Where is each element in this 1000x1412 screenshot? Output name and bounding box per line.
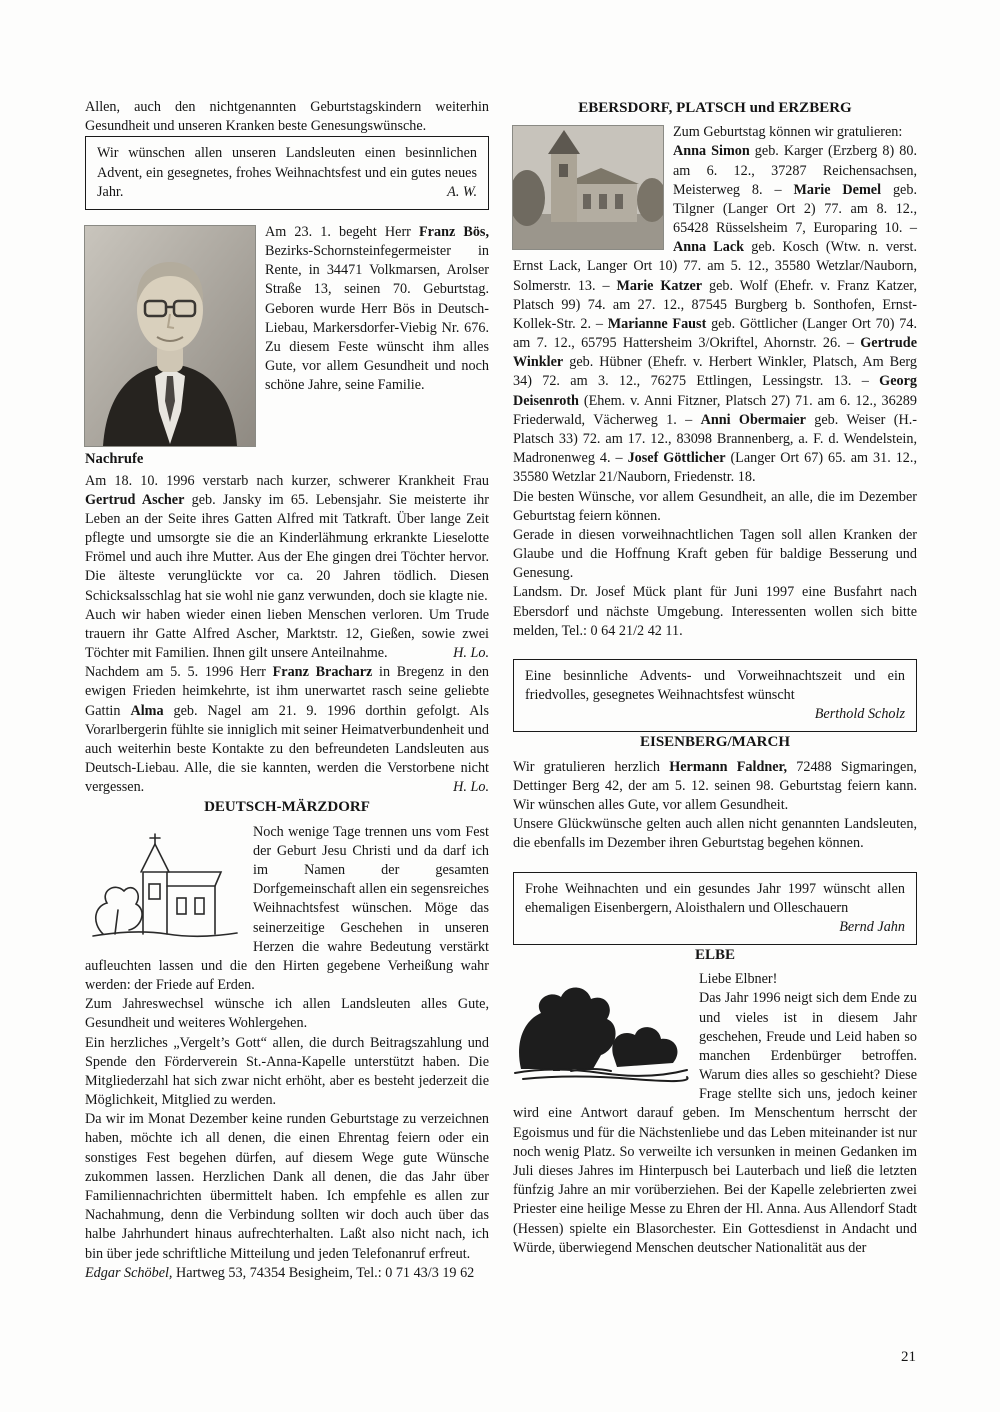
maerzdorf-heading: DEUTSCH-MÄRZDORF <box>204 799 370 816</box>
nachrufe-heading: Nachrufe <box>85 450 144 467</box>
scholz-greeting-signature: Berthold Scholz <box>814 706 905 723</box>
maerzdorf-contact-line: Edgar Schöbel, Hartweg 53, 74354 Besigheim, Tel.: 0 71 43/3 19 62 <box>85 1264 475 1281</box>
eisenberg-heading: EISENBERG/MARCH <box>639 734 791 751</box>
maerzdorf-paragraph-3: Ein herzliches „Vergelt’s Gott“ allen, die durch Beitragszahlung und Spende den Förderverein St.-Anna-Kapelle unterstützt haben. Die Mitgliederzahl hat sich zwar nicht erhöht, aber es besteht jederzeit die Möglichkeit, Mitglied zu werden. <box>85 1034 489 1109</box>
scholz-greeting-box <box>513 659 917 733</box>
elbe-heading: ELBE <box>694 947 736 964</box>
birthday-boes-text: Am 23. 1. begeht Herr Franz Bös, Bezirks-Schornsteinfegermeister in Rente, in 34471 Volkmarsen, Arolser Straße 13, seinen 70. Geburtstag. Geboren wurde Herr Bös in Deutsch-Liebau, Markersdorfer-Viebig Nr. 676. Zu diesem Feste wünscht ihm alles Gute, vor allem Gesundheit und noch schöne Jahre, seine Familie. <box>265 223 489 394</box>
maerzdorf-paragraph-2: Zum Jahreswechsel wünsche ich allen Landsleuten alles Gute, Gesundheit und weiteres Wohlergehen. <box>85 996 489 1032</box>
landscape-sketch-graphic <box>513 973 689 1085</box>
ebersdorf-heading: EBERSDORF, PLATSCH und ERZBERG <box>578 100 852 116</box>
franz-boes-portrait-photo <box>85 226 255 446</box>
two-column-layout <box>85 98 917 1283</box>
obituary-bracharz-paragraph <box>85 663 489 797</box>
obituary-ascher-paragraph-2 <box>85 606 489 664</box>
ebersdorf-section <box>513 123 917 487</box>
church-photo-graphic <box>513 126 663 249</box>
birthday-boes-section <box>85 223 489 396</box>
obituary-bracharz-text: Nachdem am 5. 5. 1996 Herr Franz Bracharz in Bregenz in den ewigen Frieden heimkehrte, ist ihm unerwartet rasch seine geliebte Gattin Alma geb. Nagel am 21. 9. 1996 dorthin gefolgt. Als Vorarlbergerin fühlte sie inniglich mit seiner Heimatverbundenheit und auch weiterhin beste Kontakte zu den befreundeten Landsleuten aus Deutsch-Liebau. Alle, die sie kannten, werden die Verstorbene nicht vergessen. <box>85 664 489 796</box>
elbe-text: Das Jahr 1996 neigt sich dem Ende zu und vieles ist in diesem Jahr geschehen, Freude und Leid haben so manchen Erdenbürger betroffen. Warum dies alles so geschieht? Diese Frage stellte sich uns, jedoch keiner wird eine Antwort darauf geben. Im Menschentum herrscht der Egoismus und für die Nächstenliebe und das Leben miteinander ist nur noch wenig Platz. So verweilte ich versunken in meinen Gedanken im Juli dieses Jahres im Hinterpusch bei Lauterbach und ließ die letzten fünfzig Jahre an mir vorüberziehen. Bei der Kapelle zelebrierten zwei Priester eine heilige Messe zu Ehren der Hl. Anna. Aus Allendorf Stadt (Hessen) spielte ein Blasorchester. Ein Gottesdienst in Andacht und Würde, überwiegend Menschen deutscher Nationalität aus der <box>513 990 917 1256</box>
obituary-ascher-paragraph-1: Am 18. 10. 1996 verstarb nach kurzer, schwerer Krankheit Frau Gertrud Ascher geb. Jansky im 65. Lebensjahr. Sie meisterte ihr Leben an der Seite ihres Gatten Alfred mit Tatkraft. Über lange Zeit pflegte und umsorgte sie die an Kinderlähmung erkrankte Lieselotte Frömel und auch ihre Mutter. Aus der Ehe gingen drei Töchter hervor. Die älteste verunglückte vor ca. 20 Jahren tödlich. Diesen Schicksalsschlag hat sie wohl nie ganz verwunden, doch sie klagte nie. <box>85 472 490 604</box>
obituary-bracharz-signature: H. Lo. <box>453 779 489 796</box>
left-column <box>85 98 489 1283</box>
elbe-section <box>513 970 917 1258</box>
elbe-landscape-sketch <box>513 973 689 1085</box>
obituary-ascher-signature: H. Lo. <box>453 645 489 662</box>
maerzdorf-paragraph-4: Da wir im Monat Dezember keine runden Geburtstage zu verzeichnen haben, möchte ich all denen, die einen Ehrentag feiern oder ein sonstiges Fest begehen dürfen, auf diesem Wege gute Wünsche zukommen lassen. Herzlichen Dank all denen, die das Jahr über Familiennachrichten übermittelt haben. Ich empfehle es allen zur Nachahmung, denn die Verbindung sollten wir doch auch über das halbe Jahrhundert hinaus aufrechterhalten. Laßt also nicht nach, ich bin über jede schriftliche Mitteilung und jeden Telefonanruf erfreut. <box>85 1111 489 1262</box>
ebersdorf-bus-trip: Landsm. Dr. Josef Mück plant für Juni 1997 eine Busfahrt nach Ebersdorf und nächste Umgebung. Interessenten wollen sich bitte melden, Tel.: 0 64 21/2 42 11. <box>513 584 917 639</box>
maerzdorf-section <box>85 823 489 1283</box>
right-column <box>513 98 917 1283</box>
page-number: 21 <box>901 1349 916 1365</box>
advent-greeting-box <box>85 136 489 210</box>
ebersdorf-sick-wishes: Gerade in diesen vorweihnachtlichen Tagen soll allen Kranken der Glaube und die Hoffnung Kraft geben für baldige Besserung und Genesung. <box>513 526 917 582</box>
jahn-greeting-text: Frohe Weihnachten und ein gesundes Jahr 1997 wünscht allen ehemaligen Eisenbergern, Aloisthalern und Olleschauern <box>525 880 905 916</box>
advent-greeting-text: Wir wünschen allen unseren Landsleuten einen besinnlichen Advent, ein gesegnetes, frohes Weihnachtsfest und ein gutes neues Jahr. <box>97 145 477 200</box>
elbe-salutation: Liebe Elbner! <box>699 971 778 988</box>
obituary-ascher-text: Auch wir haben wieder einen lieben Menschen verloren. Um Trude trauern ihr Gatte Alfred Ascher, Marktstr. 12, Gießen, sowie zwei Töchter mit Familien. Ihnen gilt unsere Anteilnahme. <box>85 606 489 662</box>
ebersdorf-church-photo <box>513 126 663 249</box>
portrait-photo-graphic <box>85 226 255 446</box>
advent-greeting-signature: A. W. <box>447 183 477 200</box>
eisenberg-paragraph-2: Unsere Glückwünsche gelten auch allen nicht genannten Landsleuten, die ebenfalls im Dezember ihren Geburtstag begehen können. <box>513 816 917 852</box>
church-sketch-graphic <box>85 826 243 946</box>
jahn-greeting-signature: Bernd Jahn <box>839 918 905 935</box>
ebersdorf-wishes: Die besten Wünsche, vor allem Gesundheit, an alle, die im Dezember Geburtstag feiern können. <box>513 488 917 524</box>
jahn-greeting-box <box>513 872 917 946</box>
continuation-paragraph: Allen, auch den nichtgenannten Geburtstagskindern weiterhin Gesundheit und unseren Kranken beste Genesungswünsche. <box>85 99 489 135</box>
maerzdorf-church-sketch <box>85 826 243 946</box>
eisenberg-paragraph-1: Wir gratulieren herzlich Hermann Faldner, 72488 Sigmaringen, Dettinger Berg 42, der am 5. 12. seinen 98. Geburtstag feiern kann. Wir wünschen alles Gute, vor allem Gesundheit. <box>513 758 917 813</box>
ebersdorf-birthday-list: Anna Simon geb. Karger (Erzberg 8) 80. am 6. 12., 37287 Reichensachsen, Meisterweg 8. – Marie Demel geb. Tilgner (Langer Ort 2) 77. am 8. 12., 65428 Rüsselsheim 7, Europaring 10. – Anna Lack geb. Kosch (Wtw. n. verst. Ernst Lack, Langer Ort 10) 77. am 5. 12., 35580 Wetzlar/Nauborn, Solmerstr. 13. – Marie Katzer geb. Wolf (Ehefr. v. Franz Katzer, Platsch 99) 74. am 27. 12., 87545 Burgberg b. Sonthofen, Ernst-Kollek-Str. 2. – Marianne Faust geb. Göttlicher (Langer Ort 70) 74. am 7. 12., 65795 Hattersheim 3/Okriftel, Ahornstr. 26. – Gertrude Winkler geb. Hübner (Ehefr. v. Herbert Winkler, Platsch, Am Berg 34) 72. am 3. 12., 76275 Ettlingen, Lessingstr. 13. – Georg Deisenroth (Ehem. v. Anni Fitzner, Platsch 27) 71. am 6. 12., 36289 Friederwald, Vächerweg 1. – Anni Obermaier geb. Weiser (H.-Platsch 33) 72. am 17. 12., 83098 Brannenberg, a. F. d. Wendelstein, Madronenweg 4. – Josef Göttlicher (Langer Ort 67) 65. am 31. 12., 35580 Wetzlar 21/Nauborn, Friedenstr. 18. <box>513 143 918 486</box>
ebersdorf-intro: Zum Geburtstag können wir gratulieren: <box>673 124 903 141</box>
scholz-greeting-text: Eine besinnliche Advents- und Vorweihnachtszeit und ein friedvolles, gesegnetes Weihnachtsfest wünscht <box>525 667 905 704</box>
maerzdorf-paragraph-1: Noch wenige Tage trennen uns vom Fest der Geburt Jesu Christi und da darf ich im Namen der gesamten Dorfgemeinschaft allen ein segensreiches Weihnachtsfest wünschen. Möge das seinerzeitige Geschehen in unseren Herzen die wahre Bedeutung verstärkt aufleuchten lassen und die den Hirten gegebene Verheißung wahr werden: der Friede auf Erden. <box>85 823 489 994</box>
